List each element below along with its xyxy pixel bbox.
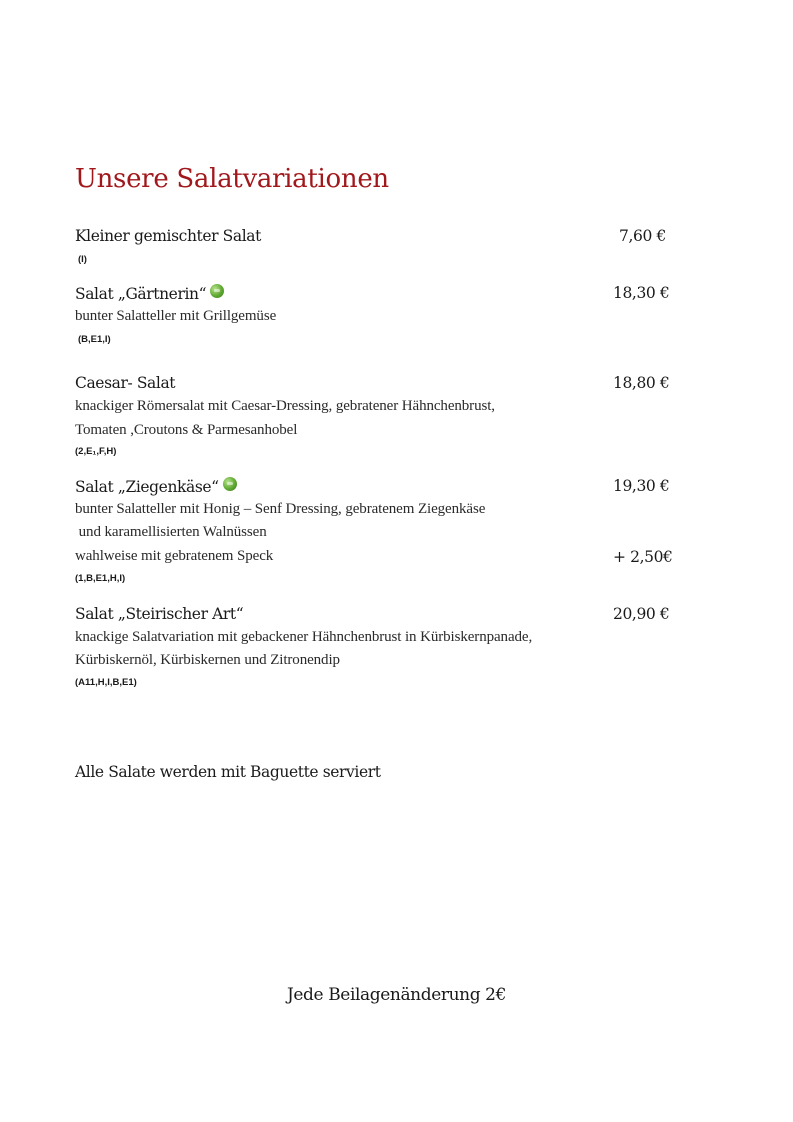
menu-item-salat-steirischer-art xyxy=(75,605,675,691)
baguette-note: Alle Salate werden mit Baguette serviert xyxy=(75,763,381,781)
item-allergens: (2,E₁,F,H) xyxy=(75,446,117,457)
item-allergens: (1,B,E1,H,I) xyxy=(75,573,126,584)
item-description-line: bunter Salatteller mit Honig – Senf Dressing, gebratenem Ziegenkäse xyxy=(75,501,486,517)
item-price: 19,30 € xyxy=(613,477,670,495)
menu-item-caesar-salat xyxy=(75,374,675,458)
menu-item-salat-gaertnerin xyxy=(75,284,675,346)
item-extra-option: wahlweise mit gebratenem Speck xyxy=(75,548,274,564)
item-name: Salat „Steirischer Art“ xyxy=(75,605,244,623)
side-change-note: Jede Beilagenänderung 2€ xyxy=(286,985,507,1005)
item-description-line: und karamellisierten Walnüssen xyxy=(75,524,267,540)
item-description: bunter Salatteller mit Grillgemüse xyxy=(75,308,277,324)
item-price: 18,30 € xyxy=(613,284,670,302)
item-name: Kleiner gemischter Salat xyxy=(75,227,261,245)
item-name-text: Salat „Ziegenkäse“ xyxy=(75,478,219,496)
item-allergens: (B,E1,I) xyxy=(78,334,111,345)
item-allergens: (A11,H,I,B,E1) xyxy=(75,677,137,688)
item-name xyxy=(75,477,237,496)
vegetarian-leaf-icon xyxy=(210,284,224,298)
vegetarian-leaf-icon xyxy=(223,477,237,491)
item-name: Caesar- Salat xyxy=(75,374,176,392)
item-allergens: (I) xyxy=(78,254,87,265)
item-name-text: Salat „Gärtnerin“ xyxy=(75,285,207,303)
item-price: 7,60 € xyxy=(619,227,666,245)
item-description-line: knackige Salatvariation mit gebackener Hähnchenbrust in Kürbiskernpanade, xyxy=(75,629,533,645)
menu-item-salat-ziegenkaese xyxy=(75,477,675,587)
item-name xyxy=(75,284,224,303)
item-extra-price: + 2,50€ xyxy=(613,548,673,566)
item-price: 20,90 € xyxy=(613,605,670,623)
item-description-line: knackiger Römersalat mit Caesar-Dressing, gebratener Hähnchenbrust, xyxy=(75,398,495,414)
menu-item-kleiner-gemischter-salat xyxy=(75,227,675,267)
page-title: Unsere Salatvariationen xyxy=(75,164,389,194)
item-price: 18,80 € xyxy=(613,374,670,392)
item-description-line: Kürbiskernöl, Kürbiskernen und Zitronendip xyxy=(75,652,340,668)
item-description-line: Tomaten ,Croutons & Parmesanhobel xyxy=(75,422,298,438)
